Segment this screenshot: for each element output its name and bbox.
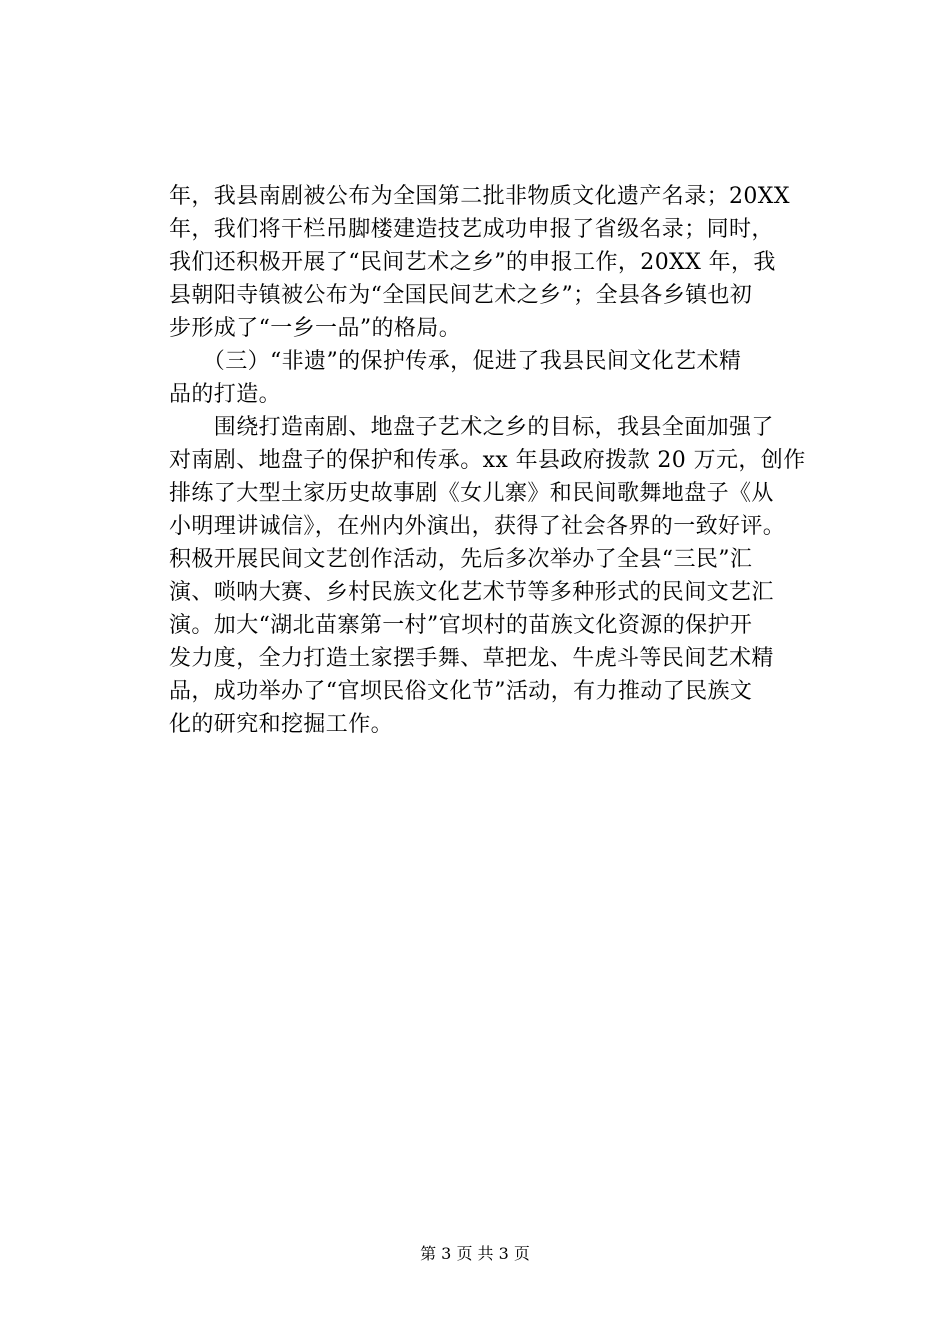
section-heading-line: 品的打造。 bbox=[169, 382, 282, 407]
text-line: 年，我县南剧被公布为全国第二批非物质文化遗产名录；20XX bbox=[169, 184, 790, 209]
text-line: 发力度，全力打造土家摆手舞、草把龙、牛虎斗等民间艺术精 bbox=[169, 646, 774, 671]
text-line: 县朝阳寺镇被公布为“全国民间艺术之乡”；全县各乡镇也初 bbox=[169, 283, 753, 308]
text-line: 积极开展民间文艺创作活动，先后多次举办了全县“三民”汇 bbox=[169, 547, 753, 572]
text-line: 小明理讲诚信》，在州内外演出，获得了社会各界的一致好评。 bbox=[169, 514, 786, 539]
text-line: 演、唢呐大赛、乡村民族文化艺术节等多种形式的民间文艺汇 bbox=[169, 580, 774, 605]
document-body bbox=[169, 180, 829, 741]
text-line: 排练了大型土家历史故事剧《女儿寨》和民间歌舞地盘子《从 bbox=[169, 481, 774, 506]
section-heading-line: （三）“非遗”的保护传承，促进了我县民间文化艺术精 bbox=[169, 349, 742, 374]
text-line: 围绕打造南剧、地盘子艺术之乡的目标，我县全面加强了 bbox=[169, 415, 774, 440]
text-line: 步形成了“一乡一品”的格局。 bbox=[169, 316, 462, 341]
text-line: 品，成功举办了“官坝民俗文化节”活动，有力推动了民族文 bbox=[169, 679, 753, 704]
page-number: 第 3 页 共 3 页 bbox=[420, 1244, 530, 1263]
text-line: 对南剧、地盘子的保护和传承。xx 年县政府拨款 20 万元，创作 bbox=[169, 448, 806, 473]
text-line: 我们还积极开展了“民间艺术之乡”的申报工作，20XX 年，我 bbox=[169, 250, 776, 275]
text-line: 化的研究和挖掘工作。 bbox=[169, 712, 394, 737]
text-line: 演。加大“湖北苗寨第一村”官坝村的苗族文化资源的保护开 bbox=[169, 613, 753, 638]
text-line: 年，我们将干栏吊脚楼建造技艺成功申报了省级名录；同时， bbox=[169, 217, 774, 242]
page-footer bbox=[0, 1244, 950, 1264]
